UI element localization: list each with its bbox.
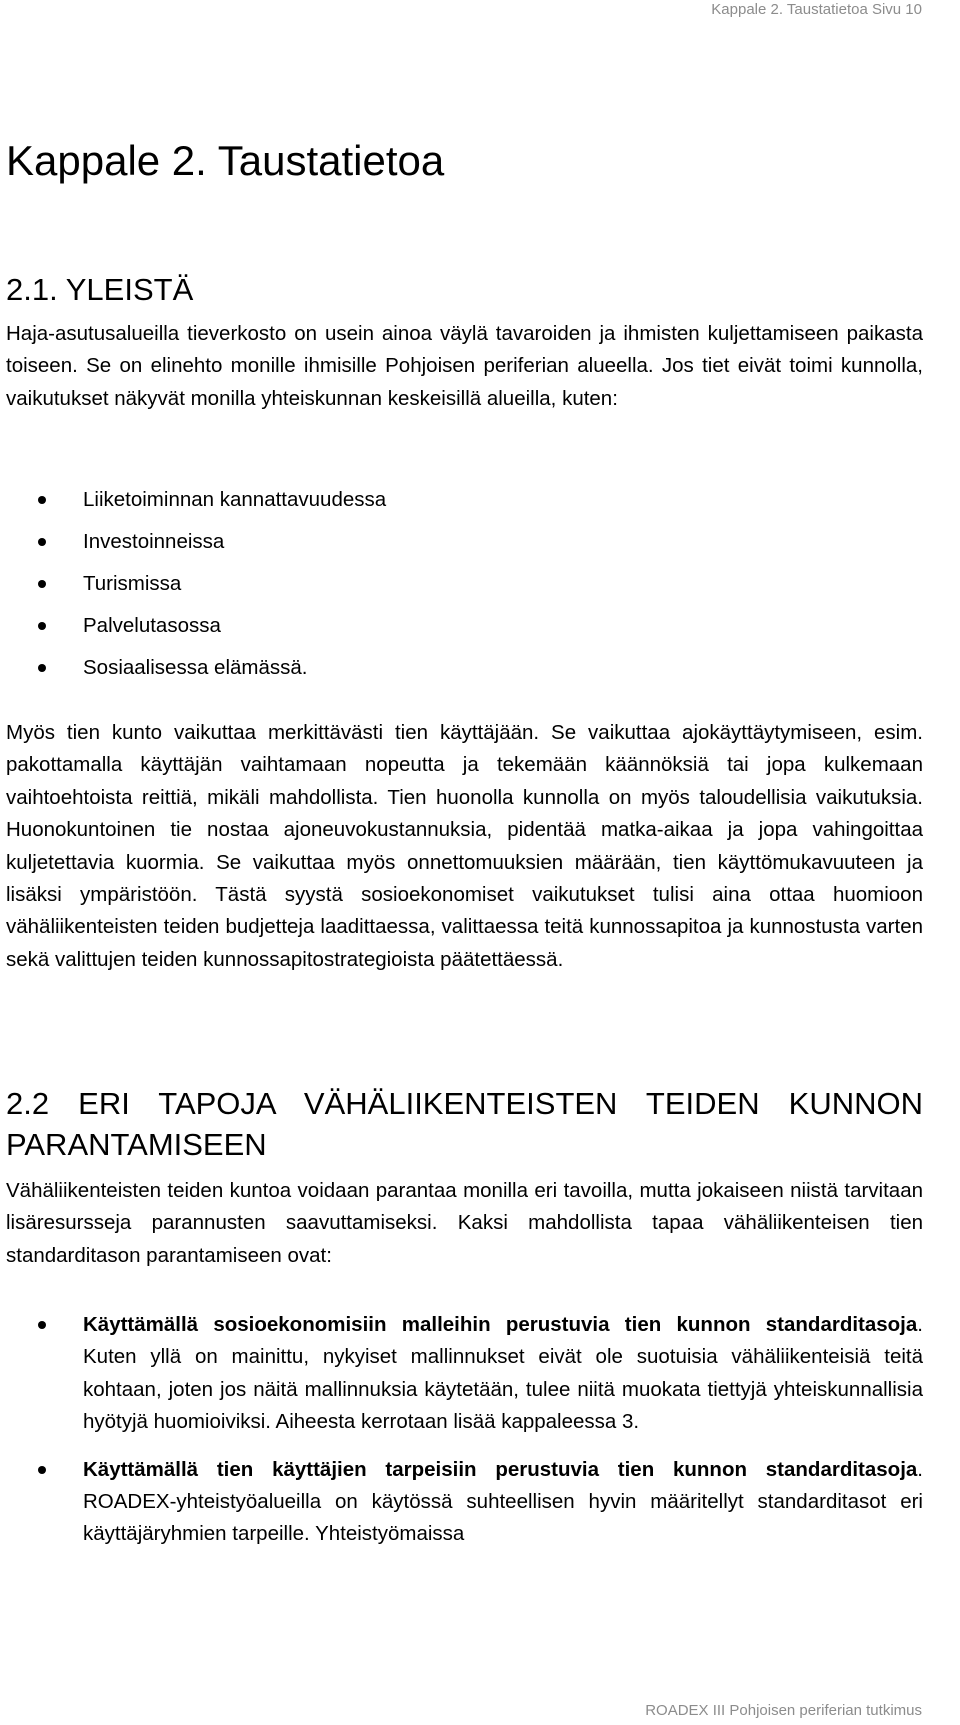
approach-list — [6, 1309, 923, 1551]
approach-title: Käyttämällä sosioekonomisiin malleihin perustuvia tien kunnon standarditasoja — [83, 1313, 918, 1336]
impact-list — [6, 483, 386, 693]
bullet-icon — [38, 1321, 46, 1329]
bullet-icon — [38, 1466, 46, 1474]
chapter-title: Kappale 2. Taustatietoa — [6, 137, 445, 184]
section-2-title: 2.2 ERI TAPOJA VÄHÄLIIKENTEISTEN TEIDEN KUNNON PARANTAMISEEN — [6, 1086, 923, 1162]
list-item: Turismissa — [6, 567, 386, 609]
bullet-icon — [38, 496, 46, 504]
section-1-intro: Haja-asutusalueilla tieverkosto on usein ainoa väylä tavaroiden ja ihmisten kuljettamiseen paikasta toiseen. Se on elinehto monille ihmisille Pohjoisen periferian alueella. Jos tiet eivät toimi kunnolla, vaikutukset näkyvät monilla yhteiskunnan keskeisillä alueilla, kuten: — [6, 322, 923, 410]
list-item: Palvelutasossa — [6, 609, 386, 651]
bullet-icon — [38, 664, 46, 672]
approach-title: Käyttämällä tien käyttäjien tarpeisiin perustuvia tien kunnon standarditasoja — [83, 1457, 918, 1481]
running-header: Kappale 2. Taustatietoa Sivu 10 — [711, 1, 922, 18]
section-1-title: 2.1. YLEISTÄ — [6, 272, 194, 307]
running-footer: ROADEX III Pohjoisen periferian tutkimus — [645, 1702, 922, 1719]
list-item: Liiketoiminnan kannattavuudessa — [6, 483, 386, 525]
list-item — [6, 1454, 923, 1551]
list-item: Sosiaalisessa elämässä. — [6, 651, 386, 693]
approach-text: . Kuten yllä on mainittu, nykyiset mallinnukset eivät ole suotuisia vähäliikenteisiä teitä kohtaan, joten jos näitä mallinnuksia käytetään, tulee niitä muokata tiettyjä yhteiskunnallisia hyötyjä huomioiviksi. Aiheesta kerrotaan lisää kappaleessa 3. — [83, 1313, 923, 1434]
list-item: Investoinneissa — [6, 525, 386, 567]
section-1-body: Myös tien kunto vaikuttaa merkittävästi tien käyttäjään. Se vaikuttaa ajokäyttäytymiseen, esim. pakottamalla käyttäjän vaihtamaan nopeutta ja tekemään käännöksiä tai jopa kulkemaan vaihtoehtoista reittiä, mikäli mahdollista. Tien huonolla kunnolla on myös taloudellisia vaikutuksia. Huonokuntoinen tie nostaa ajoneuvokustannuksia, pidentää matka-aikaa ja jopa vahingoittaa kuljetettavia kuormia. Se vaikuttaa myös onnettomuuksien määrään, tien käyttömukavuuteen ja lisäksi ympäristöön. Tästä syystä sosioekonomiset vaikutukset tulisi aina ottaa huomioon vähäliikenteisten teiden budjetteja laadittaessa, valittaessa teitä kunnossapitoa ja kunnostusta varten sekä valittujen teiden kunnossapitostrategioista päätettäessä. — [6, 721, 923, 971]
section-2-intro: Vähäliikenteisten teiden kuntoa voidaan parantaa monilla eri tavoilla, mutta jokaiseen niistä tarvitaan lisäresursseja parannusten saavuttamiseksi. Kaksi mahdollista tapaa vähäliikenteisen tien standarditason parantamiseen ovat: — [6, 1179, 923, 1267]
approach-text: . ROADEX-yhteistyöalueilla on käytössä suhteellisen hyvin määritellyt standarditasot eri käyttäjäryhmien tarpeille. Yhteistyömaissa — [83, 1457, 923, 1546]
bullet-icon — [38, 538, 46, 546]
list-item — [6, 1309, 923, 1439]
bullet-icon — [38, 580, 46, 588]
bullet-icon — [38, 622, 46, 630]
